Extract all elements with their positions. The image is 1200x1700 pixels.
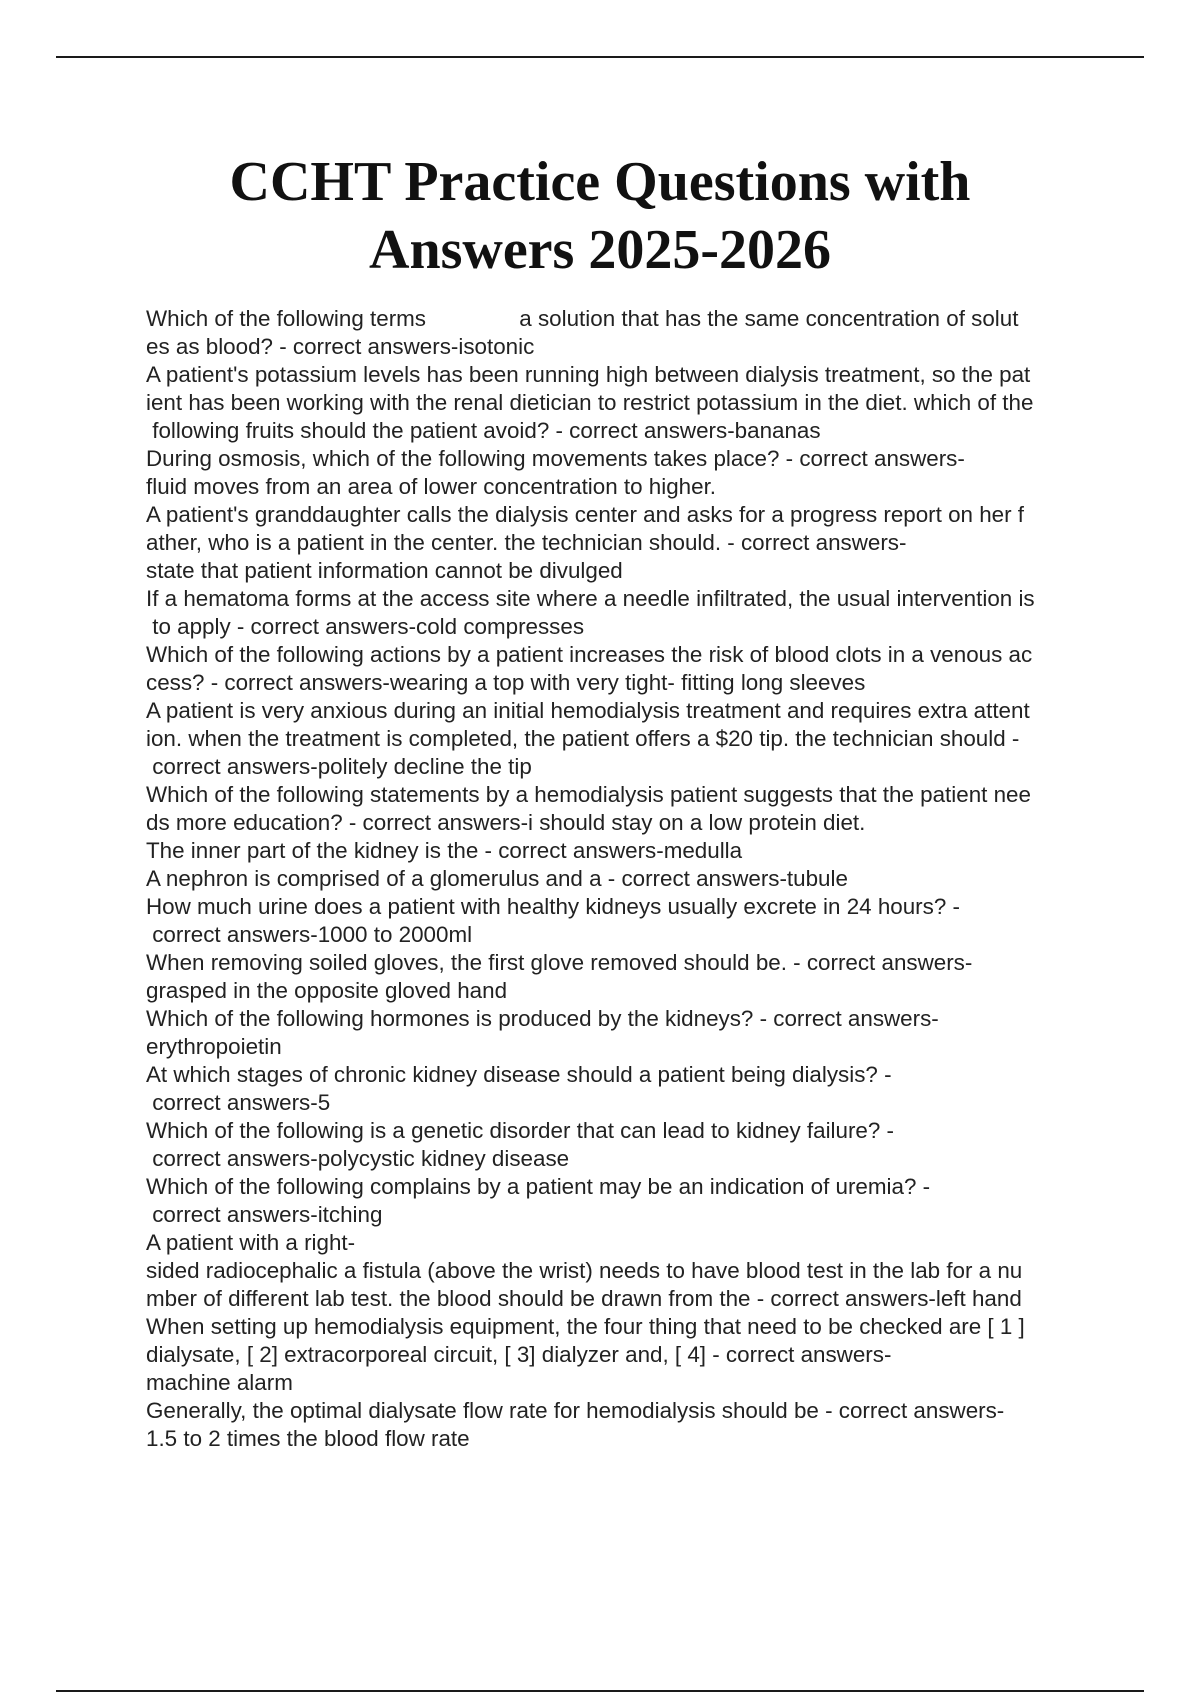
document-title — [100, 148, 1100, 284]
qa-item — [146, 837, 1096, 865]
qa-item-line: Which of the following is a genetic disorder that can lead to kidney failure? - — [146, 1118, 895, 1143]
qa-item-line: If a hematoma forms at the access site where a needle infiltrated, the usual intervention is — [146, 586, 1035, 611]
qa-item-line: ds more education? - correct answers-i should stay on a low protein diet. — [146, 810, 866, 835]
qa-item-line: When removing soiled gloves, the first glove removed should be. - correct answers- — [146, 950, 973, 975]
qa-item-line: During osmosis, which of the following movements takes place? - correct answers- — [146, 446, 965, 471]
qa-item-line: Generally, the optimal dialysate flow rate for hemodialysis should be - correct answers- — [146, 1398, 1005, 1423]
qa-item — [146, 949, 1096, 1005]
qa-item — [146, 501, 1096, 585]
top-divider — [56, 56, 1144, 58]
qa-item-line: The inner part of the kidney is the - correct answers-medulla — [146, 838, 743, 863]
qa-item-line: es as blood? - correct answers-isotonic — [146, 334, 535, 359]
qa-item-line: dialysate, [ 2] extracorporeal circuit, [ 3] dialyzer and, [ 4] - correct answers- — [146, 1342, 892, 1367]
qa-item-line: cess? - correct answers-wearing a top with very tight- fitting long sleeves — [146, 670, 866, 695]
qa-item-line: to apply - correct answers-cold compresses — [146, 614, 585, 639]
qa-item-line: correct answers-itching — [146, 1202, 383, 1227]
qa-item-line: erythropoietin — [146, 1034, 282, 1059]
qa-item-line: A patient with a right- — [146, 1230, 356, 1255]
qa-item — [146, 1229, 1096, 1313]
qa-item-line: correct answers-1000 to 2000ml — [146, 922, 473, 947]
qa-item — [146, 1173, 1096, 1229]
qa-item-line: A patient's granddaughter calls the dialysis center and asks for a progress report on her f — [146, 502, 1025, 527]
qa-item-line: correct answers-5 — [146, 1090, 331, 1115]
qa-item-line: correct answers-polycystic kidney disease — [146, 1146, 570, 1171]
qa-item-line: 1.5 to 2 times the blood flow rate — [146, 1426, 470, 1451]
qa-item-line: mber of different lab test. the blood should be drawn from the - correct answers-left hand — [146, 1286, 1022, 1311]
document-title-line: CCHT Practice Questions with — [229, 151, 971, 213]
qa-item — [146, 893, 1096, 949]
qa-item-line: ather, who is a patient in the center. the technician should. - correct answers- — [146, 530, 907, 555]
qa-item — [146, 361, 1096, 445]
qa-item-line: Which of the following actions by a patient increases the risk of blood clots in a venous ac — [146, 642, 1033, 667]
qa-list — [146, 305, 1096, 1453]
qa-item-line: When setting up hemodialysis equipment, the four thing that need to be checked are [ 1 ] — [146, 1314, 1025, 1339]
document-title-line: Answers 2025-2026 — [369, 219, 831, 281]
qa-item — [146, 1313, 1096, 1397]
qa-item-line: sided radiocephalic a fistula (above the wrist) needs to have blood test in the lab for a nu — [146, 1258, 1023, 1283]
qa-item-line: A patient is very anxious during an initial hemodialysis treatment and requires extra attent — [146, 698, 1030, 723]
qa-item-line: fluid moves from an area of lower concentration to higher. — [146, 474, 717, 499]
qa-item — [146, 641, 1096, 697]
qa-item — [146, 1397, 1096, 1453]
qa-item-line: A patient's potassium levels has been running high between dialysis treatment, so the pat — [146, 362, 1031, 387]
qa-item — [146, 865, 1096, 893]
qa-item-line: A nephron is comprised of a glomerulus and a - correct answers-tubule — [146, 866, 848, 891]
qa-item-line: correct answers-politely decline the tip — [146, 754, 532, 779]
qa-item — [146, 1061, 1096, 1117]
qa-item — [146, 781, 1096, 837]
qa-item-line: How much urine does a patient with healthy kidneys usually excrete in 24 hours? - — [146, 894, 960, 919]
qa-item — [146, 697, 1096, 781]
qa-item-line: ient has been working with the renal dietician to restrict potassium in the diet. which of the — [146, 390, 1034, 415]
qa-item — [146, 585, 1096, 641]
qa-item-line: Which of the following terms a solution that has the same concentration of solut — [146, 306, 1019, 331]
qa-item-line: ion. when the treatment is completed, the patient offers a $20 tip. the technician should - — [146, 726, 1020, 751]
qa-item-line: Which of the following hormones is produced by the kidneys? - correct answers- — [146, 1006, 939, 1031]
qa-item-line: Which of the following statements by a hemodialysis patient suggests that the patient nee — [146, 782, 1031, 807]
qa-item — [146, 445, 1096, 501]
bottom-divider — [56, 1690, 1144, 1692]
qa-item — [146, 305, 1096, 361]
qa-item-line: grasped in the opposite gloved hand — [146, 978, 508, 1003]
qa-item-line: Which of the following complains by a patient may be an indication of uremia? - — [146, 1174, 931, 1199]
qa-item — [146, 1005, 1096, 1061]
qa-item-line: state that patient information cannot be divulged — [146, 558, 623, 583]
qa-item-line: At which stages of chronic kidney disease should a patient being dialysis? - — [146, 1062, 892, 1087]
qa-item-line: machine alarm — [146, 1370, 293, 1395]
qa-item — [146, 1117, 1096, 1173]
qa-item-line: following fruits should the patient avoid? - correct answers-bananas — [146, 418, 821, 443]
